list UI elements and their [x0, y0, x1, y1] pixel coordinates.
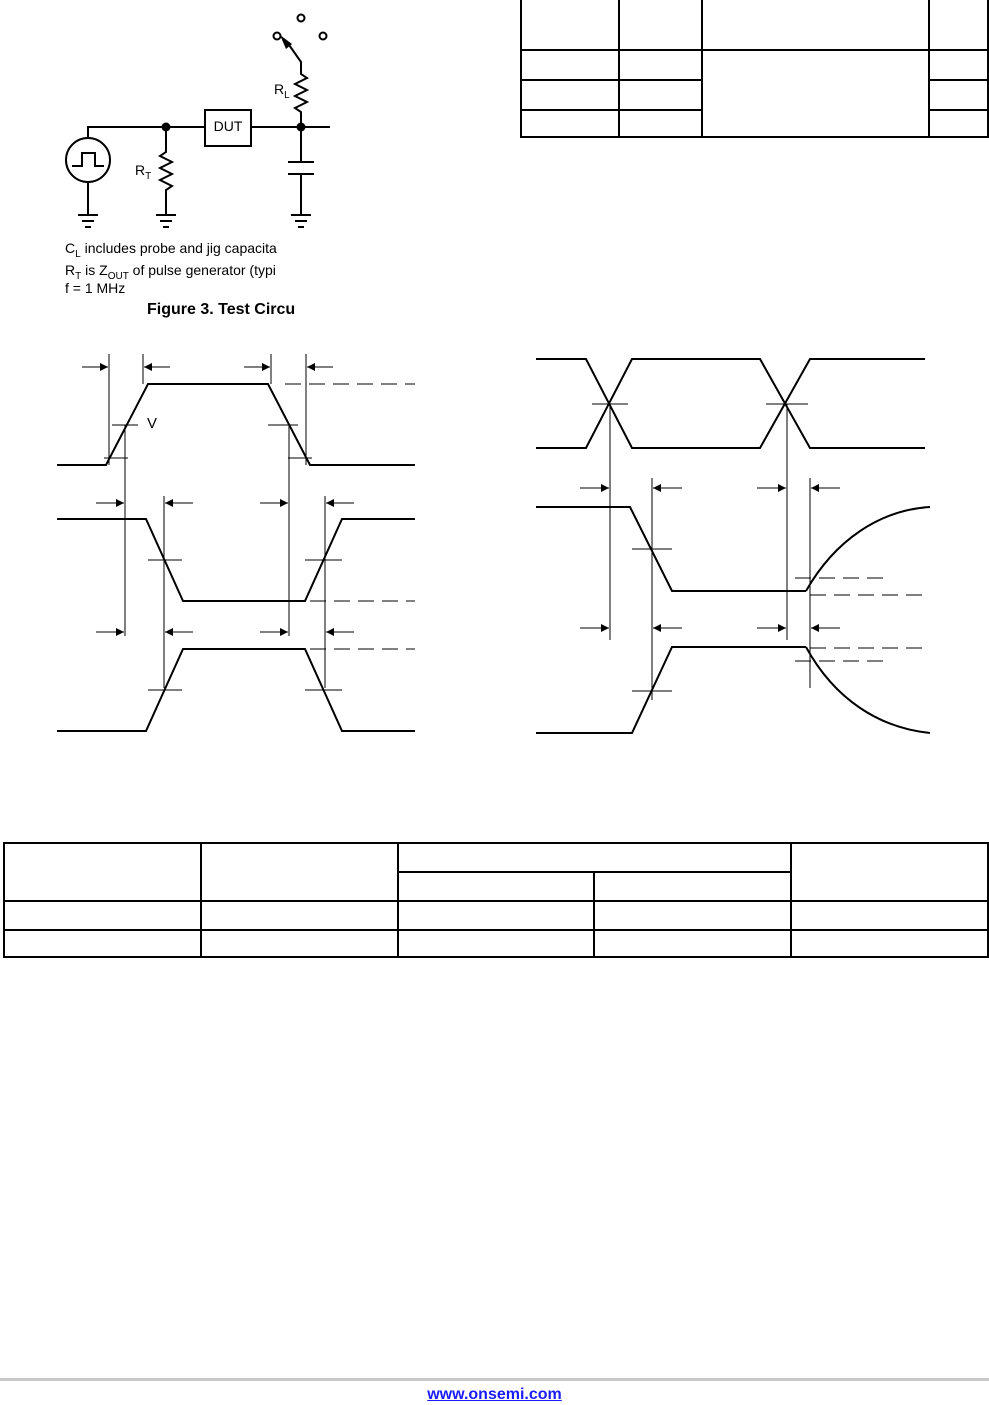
pulse-icon — [72, 153, 104, 166]
note-cl: $C_L$ includes probe and jig capacita — [65, 240, 277, 260]
rl-label: $R_L$ — [274, 81, 290, 101]
test-conditions-table — [520, 0, 989, 138]
voltage-label: V — [147, 415, 158, 432]
note-rt: $R_T$ is $Z_{OUT}$ of pulse generator (typi — [65, 262, 276, 282]
figure-caption: Figure 3. Test Circu — [147, 301, 296, 318]
switch-terminal-right — [320, 33, 327, 40]
table-row — [521, 50, 988, 80]
footer-divider — [0, 1378, 989, 1381]
ground-symbol-2 — [156, 215, 176, 227]
table-row — [4, 843, 988, 872]
table-row — [521, 0, 988, 50]
ordering-info-table — [3, 842, 989, 958]
switching-waveforms-right — [520, 340, 950, 750]
ground-symbol-3 — [291, 215, 311, 227]
rt-resistor-symbol — [160, 127, 172, 215]
switch-terminal-left — [274, 33, 281, 40]
switching-waveforms-left — [0, 340, 430, 750]
note-frequency: f = 1 MHz — [65, 280, 126, 296]
switch-terminal-top — [298, 15, 305, 22]
rt-label: $R_T$ — [135, 162, 152, 182]
onsemi-website-link[interactable]: www.onsemi.com — [427, 1386, 562, 1403]
pulse-generator-symbol — [66, 138, 110, 182]
table-row — [4, 930, 988, 957]
table-row — [4, 901, 988, 930]
rl-resistor-symbol — [287, 42, 307, 127]
dut-label: DUT — [213, 118, 243, 134]
ground-symbol-1 — [78, 215, 98, 227]
